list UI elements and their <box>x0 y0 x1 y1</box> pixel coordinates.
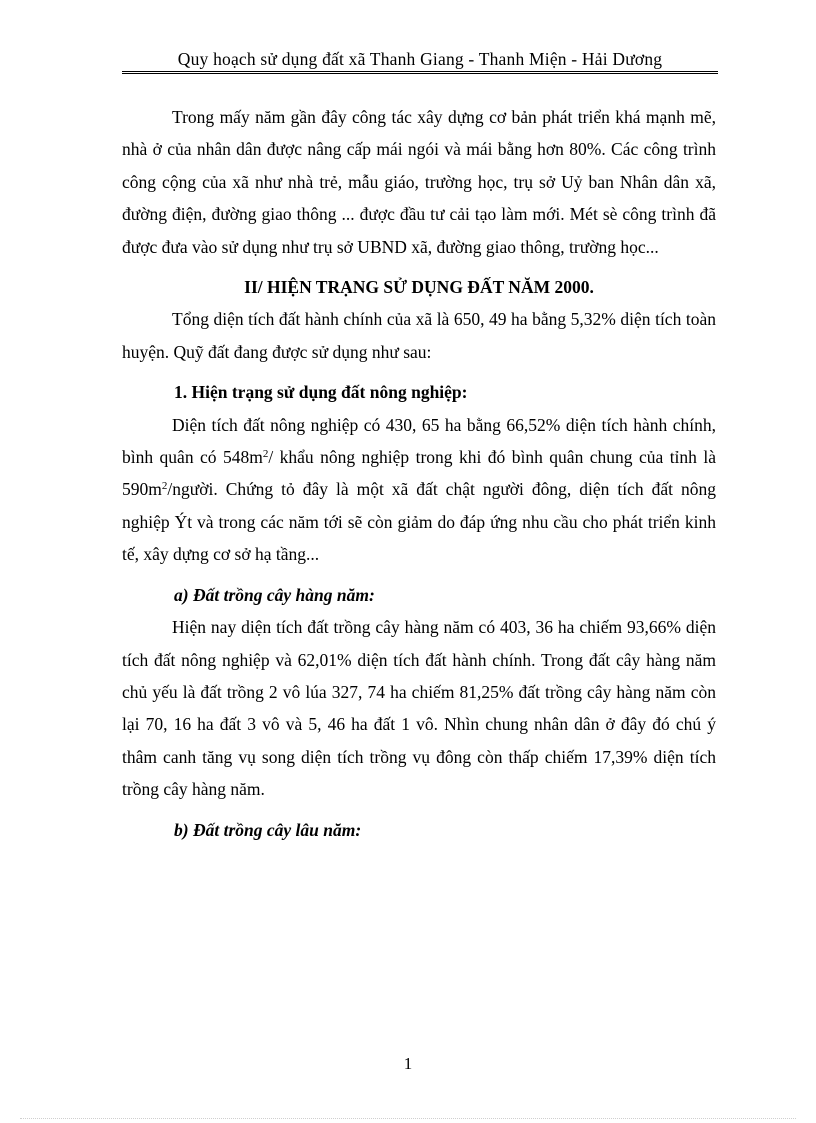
superscript: 2 <box>262 448 269 461</box>
paragraph-total-area: Tổng diện tích đất hành chính của xã là 650, 49 ha bằng 5,32% diện tích toàn huyện. Quỹ đất đang được sử dụng như sau: <box>122 309 716 362</box>
subheading-annual-crops: a) Đất trồng cây hàng năm: <box>174 584 375 605</box>
subheading-agricultural-land: 1. Hiện trạng sử dụng đất nông nghiệp: <box>174 382 468 403</box>
text-run: Diện tích đất nông nghiệp có 430, 65 ha bằng 66,52% diện tích hành chính, bình quân có 548m <box>122 414 716 468</box>
paragraph-intro: Trong mấy năm gần đây công tác xây dựng cơ bản phát triển khá mạnh mẽ, nhà ở của nhân dân được nâng cấp mái ngói và mái bằng hơn 80%. Các công trình công cộng của xã như nhà trẻ, mẫu giáo, trường học, trụ sở Uỷ ban Nhân dân xã, đường điện, đường giao thông ... được đầu tư cải tạo làm mới. Mét sè công trình đã được đưa vào sử dụng như trụ sở UBND xã, đường giao thông, trường học... <box>122 107 716 257</box>
running-header: Quy hoạch sử dụng đất xã Thanh Giang - Thanh Miện - Hải Dương <box>177 49 663 69</box>
page-bottom-border <box>20 1118 796 1119</box>
superscript: 2 <box>161 480 168 493</box>
header-rule-double <box>122 73 718 74</box>
text-run: /người. Chứng tỏ đây là một xã đất chật người đông, diện tích đất nông nghiệp Ýt và trong các năm tới sẽ còn giảm do đáp ứng nhu cầu cho phát triển kinh tế, xây dựng cơ sở hạ tầng... <box>122 479 716 565</box>
paragraph-annual-crops: Hiện nay diện tích đất trồng cây hàng năm có 403, 36 ha chiếm 93,66% diện tích đất nông nghiệp và 62,01% diện tích đất hành chính. Trong đất cây hàng năm chủ yếu là đất trồng 2 vô lúa 327, 74 ha chiếm 81,25% đất trồng cây hàng năm còn lại 70, 16 ha đất 3 vô và 5, 46 ha đất 1 vô. Nhìn chung nhân dân ở đây đó chú ý thâm canh tăng vụ song diện tích trồng vụ đông còn thấp chiếm 17,39% diện tích trồng cây hàng năm. <box>122 617 716 800</box>
section-heading: II/ HIỆN TRẠNG SỬ DỤNG ĐẤT NĂM 2000. <box>244 277 594 298</box>
subheading-perennial-crops: b) Đất trồng cây lâu năm: <box>174 819 362 840</box>
paragraph-agricultural-land <box>122 409 716 571</box>
text-run: / khẩu nông nghiệp trong khi đó bình quân chung của tỉnh là 590m <box>122 447 716 500</box>
header-rule <box>122 71 718 72</box>
document-body <box>122 101 716 846</box>
page-number: 1 <box>403 1054 413 1073</box>
